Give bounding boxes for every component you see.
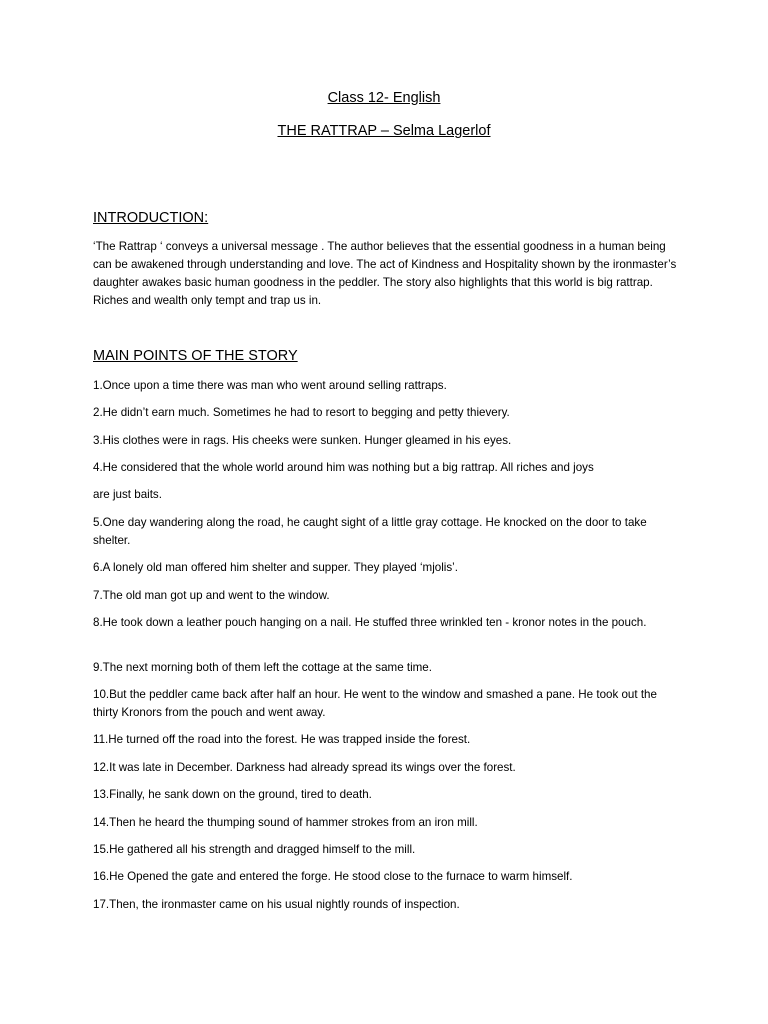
story-point: 14.Then he heard the thumping sound of hammer strokes from an iron mill.	[93, 816, 478, 829]
story-point: 12.It was late in December. Darkness had already spread its wings over the forest.	[93, 761, 516, 774]
story-point: 9.The next morning both of them left the cottage at the same time.	[93, 661, 432, 674]
story-point: 3.His clothes were in rags. His cheeks were sunken. Hunger gleamed in his eyes.	[93, 434, 512, 447]
main-points-heading: MAIN POINTS OF THE STORY	[93, 348, 298, 364]
story-point: 15.He gathered all his strength and dragged himself to the mill.	[93, 843, 416, 856]
class-title: Class 12- English	[327, 90, 441, 106]
introduction-heading: INTRODUCTION:	[93, 210, 209, 226]
story-point: 16.He Opened the gate and entered the forge. He stood close to the furnace to warm himself.	[93, 870, 573, 883]
story-point: 1.Once upon a time there was man who went around selling rattraps.	[93, 379, 447, 392]
story-point: 10.But the peddler came back after half an hour. He went to the window and smashed a pane. He took out the thirty Kronors from the pouch and went away.	[93, 688, 657, 719]
story-point: 13.Finally, he sank down on the ground, tired to death.	[93, 788, 372, 801]
story-point: are just baits.	[93, 488, 162, 501]
story-point: 17.Then, the ironmaster came on his usual nightly rounds of inspection.	[93, 898, 460, 911]
introduction-text: ‘The Rattrap ‘ conveys a universal message . The author believes that the essential goodness in a human being can be awakened through understanding and love. The act of Kindness and Hospitality shown by the ironmaster’s daughter awakes basic human goodness in the peddler. The story also highlights that this world is big rattrap. Riches and wealth only tempt and trap us in.	[93, 240, 677, 307]
story-point: 6.A lonely old man offered him shelter and supper. They played ‘mjolis’.	[93, 561, 458, 574]
story-point: 8.He took down a leather pouch hanging on a nail. He stuffed three wrinkled ten - kronor notes in the pouch.	[93, 616, 647, 629]
story-point: 2.He didn’t earn much. Sometimes he had to resort to begging and petty thievery.	[93, 406, 510, 419]
story-point: 7.The old man got up and went to the window.	[93, 589, 330, 602]
story-point: 11.He turned off the road into the forest. He was trapped inside the forest.	[93, 733, 471, 746]
story-point: 4.He considered that the whole world around him was nothing but a big rattrap. All riches and joys	[93, 461, 594, 474]
chapter-title: THE RATTRAP – Selma Lagerlof	[277, 123, 491, 139]
story-point: 5.One day wandering along the road, he caught sight of a little gray cottage. He knocked on the door to take shelter.	[93, 516, 647, 547]
